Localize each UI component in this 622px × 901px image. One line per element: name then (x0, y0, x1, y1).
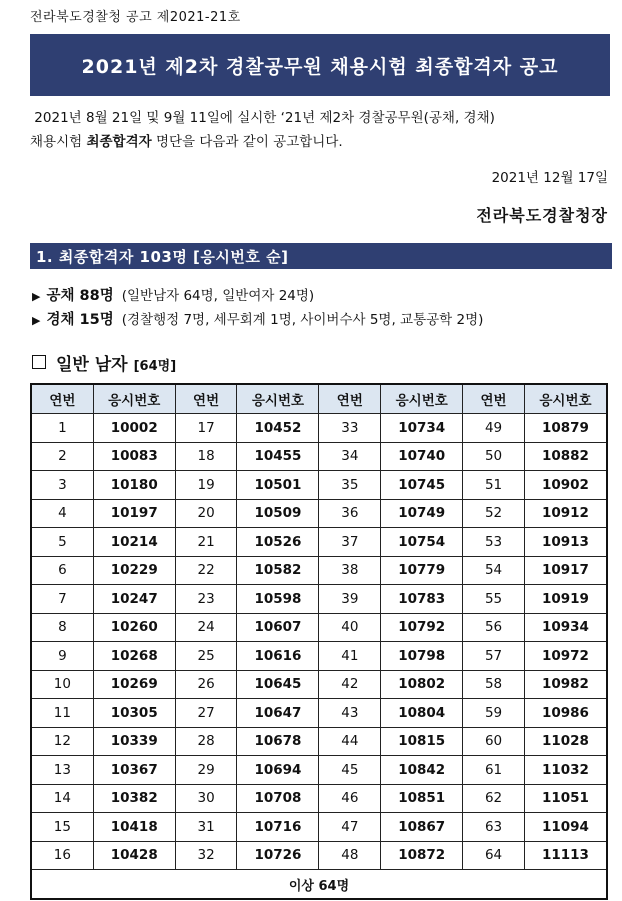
table-row (31, 585, 607, 614)
column-header: 응시번호 (93, 384, 175, 414)
table-row (31, 613, 607, 642)
serial-number-cell: 61 (463, 756, 525, 785)
exam-number-cell: 10678 (237, 727, 319, 756)
triangle-bullet-icon: ▶ (32, 290, 41, 303)
intro-paragraph (30, 106, 610, 154)
exam-number-cell: 10982 (524, 670, 607, 699)
serial-number-cell: 50 (463, 442, 525, 471)
table-row (31, 813, 607, 842)
exam-number-cell: 10607 (237, 613, 319, 642)
serial-number-cell: 42 (319, 670, 381, 699)
exam-number-cell: 10986 (524, 699, 607, 728)
exam-number-cell: 10197 (93, 499, 175, 528)
serial-number-cell: 37 (319, 528, 381, 557)
summary-detail: (경찰행정 7명, 세무회계 1명, 사이버수사 5명, 교통공학 2명) (121, 312, 484, 328)
exam-number-cell: 10879 (524, 414, 607, 443)
exam-number-cell: 10694 (237, 756, 319, 785)
exam-number-cell: 10902 (524, 471, 607, 500)
table-row (31, 471, 607, 500)
exam-number-cell: 10260 (93, 613, 175, 642)
group-heading (32, 350, 176, 375)
serial-number-cell: 24 (175, 613, 237, 642)
announcement-date: 2021년 12월 17일 (491, 170, 608, 186)
exam-number-cell: 10716 (237, 813, 319, 842)
exam-number-cell: 10382 (93, 784, 175, 813)
exam-number-cell: 10934 (524, 613, 607, 642)
serial-number-cell: 33 (319, 414, 381, 443)
serial-number-cell: 41 (319, 642, 381, 671)
serial-number-cell: 39 (319, 585, 381, 614)
exam-number-cell: 10872 (381, 841, 463, 870)
exam-number-cell: 10452 (237, 414, 319, 443)
serial-number-cell: 46 (319, 784, 381, 813)
exam-number-cell: 10708 (237, 784, 319, 813)
exam-number-cell: 10754 (381, 528, 463, 557)
summary-detail: (일반남자 64명, 일반여자 24명) (121, 288, 315, 304)
notice-number: 전라북도경찰청 공고 제2021-21호 (30, 10, 241, 25)
exam-number-cell: 10455 (237, 442, 319, 471)
exam-number-cell: 10792 (381, 613, 463, 642)
exam-number-cell: 10247 (93, 585, 175, 614)
serial-number-cell: 43 (319, 699, 381, 728)
exam-number-cell: 10269 (93, 670, 175, 699)
intro-line-2-bold: 최종합격자 (86, 134, 152, 150)
exam-number-cell: 10418 (93, 813, 175, 842)
exam-number-cell: 10815 (381, 727, 463, 756)
triangle-bullet-icon: ▶ (32, 314, 41, 327)
exam-number-cell: 10002 (93, 414, 175, 443)
serial-number-cell: 17 (175, 414, 237, 443)
serial-number-cell: 45 (319, 756, 381, 785)
table-row (31, 670, 607, 699)
serial-number-cell: 36 (319, 499, 381, 528)
summary-line-public (32, 284, 314, 305)
column-header: 응시번호 (524, 384, 607, 414)
serial-number-cell: 13 (31, 756, 93, 785)
serial-number-cell: 54 (463, 556, 525, 585)
serial-number-cell: 62 (463, 784, 525, 813)
exam-number-cell: 11113 (524, 841, 607, 870)
exam-number-cell: 10804 (381, 699, 463, 728)
exam-number-cell: 11028 (524, 727, 607, 756)
serial-number-cell: 32 (175, 841, 237, 870)
serial-number-cell: 63 (463, 813, 525, 842)
exam-number-cell: 10912 (524, 499, 607, 528)
serial-number-cell: 59 (463, 699, 525, 728)
table-row (31, 699, 607, 728)
serial-number-cell: 11 (31, 699, 93, 728)
exam-number-cell: 10798 (381, 642, 463, 671)
serial-number-cell: 56 (463, 613, 525, 642)
serial-number-cell: 7 (31, 585, 93, 614)
column-header: 연번 (463, 384, 525, 414)
exam-number-cell: 10913 (524, 528, 607, 557)
serial-number-cell: 10 (31, 670, 93, 699)
serial-number-cell: 8 (31, 613, 93, 642)
serial-number-cell: 12 (31, 727, 93, 756)
issuer-name: 전라북도경찰청장 (476, 206, 608, 225)
serial-number-cell: 6 (31, 556, 93, 585)
serial-number-cell: 35 (319, 471, 381, 500)
table-row (31, 499, 607, 528)
exam-number-cell: 10740 (381, 442, 463, 471)
column-header: 연번 (31, 384, 93, 414)
intro-line-2-post: 명단을 다음과 같이 공고합니다. (151, 134, 343, 150)
serial-number-cell: 3 (31, 471, 93, 500)
exam-number-cell: 10367 (93, 756, 175, 785)
exam-number-cell: 10749 (381, 499, 463, 528)
serial-number-cell: 27 (175, 699, 237, 728)
serial-number-cell: 21 (175, 528, 237, 557)
serial-number-cell: 30 (175, 784, 237, 813)
serial-number-cell: 58 (463, 670, 525, 699)
exam-number-cell: 10526 (237, 528, 319, 557)
summary-head: 공채 88명 (46, 288, 114, 304)
exam-number-cell: 10305 (93, 699, 175, 728)
serial-number-cell: 26 (175, 670, 237, 699)
exam-number-cell: 10509 (237, 499, 319, 528)
intro-line-2 (30, 130, 610, 154)
serial-number-cell: 5 (31, 528, 93, 557)
serial-number-cell: 25 (175, 642, 237, 671)
serial-number-cell: 2 (31, 442, 93, 471)
exam-number-cell: 10428 (93, 841, 175, 870)
serial-number-cell: 18 (175, 442, 237, 471)
table-row (31, 442, 607, 471)
exam-number-cell: 11094 (524, 813, 607, 842)
serial-number-cell: 57 (463, 642, 525, 671)
column-header: 연번 (319, 384, 381, 414)
table-row (31, 414, 607, 443)
section-1-heading (30, 243, 612, 269)
serial-number-cell: 19 (175, 471, 237, 500)
serial-number-cell: 1 (31, 414, 93, 443)
group-title: 일반 남자 (56, 355, 128, 375)
serial-number-cell: 4 (31, 499, 93, 528)
serial-number-cell: 49 (463, 414, 525, 443)
table-row (31, 841, 607, 870)
exam-number-cell: 11051 (524, 784, 607, 813)
table-row (31, 528, 607, 557)
exam-number-cell: 10229 (93, 556, 175, 585)
exam-number-cell: 10867 (381, 813, 463, 842)
serial-number-cell: 52 (463, 499, 525, 528)
exam-number-cell: 10745 (381, 471, 463, 500)
exam-number-cell: 10972 (524, 642, 607, 671)
exam-number-cell: 10919 (524, 585, 607, 614)
serial-number-cell: 40 (319, 613, 381, 642)
intro-line-1 (30, 106, 610, 130)
serial-number-cell: 15 (31, 813, 93, 842)
intro-line-1-text: 2021년 8월 21일 및 9월 11일에 실시한 ‘21년 제2차 경찰공무원(공채, 경채) (34, 110, 495, 126)
column-header: 응시번호 (381, 384, 463, 414)
exam-number-cell: 10851 (381, 784, 463, 813)
serial-number-cell: 14 (31, 784, 93, 813)
serial-number-cell: 34 (319, 442, 381, 471)
table-row (31, 642, 607, 671)
exam-number-cell: 10734 (381, 414, 463, 443)
serial-number-cell: 48 (319, 841, 381, 870)
serial-number-cell: 38 (319, 556, 381, 585)
exam-number-cell: 11032 (524, 756, 607, 785)
section-1-title: 1. 최종합격자 103명 [응시번호 순] (36, 247, 289, 266)
group-count: [64명] (133, 359, 177, 374)
exam-number-cell: 10214 (93, 528, 175, 557)
serial-number-cell: 64 (463, 841, 525, 870)
exam-number-cell: 10339 (93, 727, 175, 756)
table-header-row (31, 384, 607, 414)
exam-number-cell: 10616 (237, 642, 319, 671)
exam-number-cell: 10645 (237, 670, 319, 699)
exam-number-cell: 10779 (381, 556, 463, 585)
serial-number-cell: 47 (319, 813, 381, 842)
exam-number-cell: 10802 (381, 670, 463, 699)
table-total-row (31, 870, 607, 900)
exam-number-cell: 10647 (237, 699, 319, 728)
serial-number-cell: 9 (31, 642, 93, 671)
table-row (31, 756, 607, 785)
serial-number-cell: 51 (463, 471, 525, 500)
serial-number-cell: 22 (175, 556, 237, 585)
table-row (31, 784, 607, 813)
exam-number-cell: 10783 (381, 585, 463, 614)
column-header: 응시번호 (237, 384, 319, 414)
exam-number-cell: 10582 (237, 556, 319, 585)
serial-number-cell: 31 (175, 813, 237, 842)
serial-number-cell: 20 (175, 499, 237, 528)
serial-number-cell: 55 (463, 585, 525, 614)
table-row (31, 556, 607, 585)
table-body (31, 414, 607, 870)
intro-line-2-pre: 채용시험 (30, 134, 87, 150)
table-row (31, 727, 607, 756)
serial-number-cell: 44 (319, 727, 381, 756)
exam-number-cell: 10882 (524, 442, 607, 471)
passer-table (30, 383, 608, 900)
serial-number-cell: 53 (463, 528, 525, 557)
document-title-banner (30, 34, 610, 96)
exam-number-cell: 10917 (524, 556, 607, 585)
summary-line-career (32, 308, 483, 329)
exam-number-cell: 10726 (237, 841, 319, 870)
exam-number-cell: 10598 (237, 585, 319, 614)
checkbox-square-icon (32, 355, 46, 369)
summary-head: 경채 15명 (46, 312, 114, 328)
exam-number-cell: 10842 (381, 756, 463, 785)
total-count: 이상 64명 (31, 870, 607, 900)
exam-number-cell: 10180 (93, 471, 175, 500)
exam-number-cell: 10268 (93, 642, 175, 671)
serial-number-cell: 23 (175, 585, 237, 614)
serial-number-cell: 29 (175, 756, 237, 785)
column-header: 연번 (175, 384, 237, 414)
exam-number-cell: 10501 (237, 471, 319, 500)
exam-number-cell: 10083 (93, 442, 175, 471)
serial-number-cell: 60 (463, 727, 525, 756)
serial-number-cell: 28 (175, 727, 237, 756)
document-title: 2021년 제2차 경찰공무원 채용시험 최종합격자 공고 (81, 55, 559, 78)
serial-number-cell: 16 (31, 841, 93, 870)
